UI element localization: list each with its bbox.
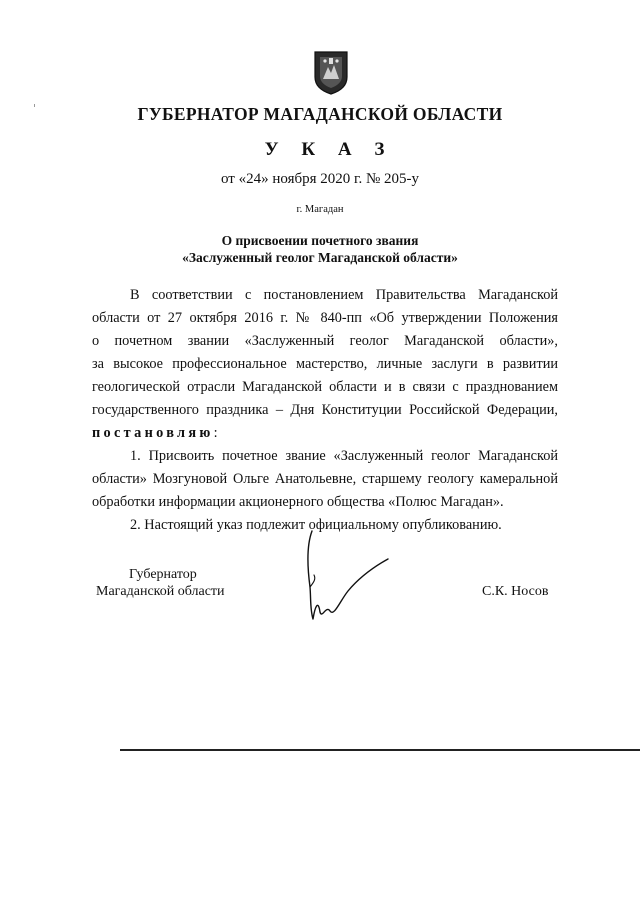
paragraph-line: за высокое профессиональное мастерство, личные заслуги в развитии — [92, 356, 558, 372]
bottom-divider — [120, 749, 640, 751]
subject-line: «Заслуженный геолог Магаданской области» — [182, 250, 458, 265]
decree-keyword-line — [92, 424, 558, 442]
item-line: 1. Присвоить почетное звание «Заслуженный геолог Магаданской — [130, 448, 558, 464]
decree-subject — [0, 232, 640, 266]
paragraph-line: геологической отрасли Магаданской области и в связи с празднованием — [92, 379, 558, 395]
document-type: У К А З — [264, 139, 394, 160]
signatory-position: Магаданской области — [96, 584, 225, 599]
issuing-authority: ГУБЕРНАТОР МАГАДАНСКОЙ ОБЛАСТИ — [137, 104, 503, 124]
handwritten-signature — [296, 527, 406, 627]
paragraph-line: В соответствии с постановлением Правительства Магаданской — [130, 287, 558, 303]
item-line: области» Мозгуновой Ольге Анатольевне, старшему геологу камеральной — [92, 471, 558, 487]
issue-city: г. Магадан — [296, 204, 344, 215]
signatory-name: С.К. Носов — [482, 584, 549, 599]
paragraph-line: о почетном звании «Заслуженный геолог Магаданской области», — [92, 333, 558, 349]
item-line: 2. Настоящий указ подлежит официальному опубликованию. — [130, 517, 502, 533]
paragraph-line: государственного праздника – Дня Конституции Российской Федерации, — [92, 402, 558, 418]
coat-of-arms-emblem — [312, 49, 350, 95]
document-date-number: от «24» ноября 2020 г. № 205-у — [220, 171, 420, 187]
decree-colon: : — [213, 425, 218, 441]
signatory-position: Губернатор — [129, 567, 197, 582]
subject-line: О присвоении почетного звания — [221, 233, 419, 248]
item-line: обработки информации акционерного общества «Полюс Магадан». — [92, 494, 504, 510]
paragraph-line: области от 27 октября 2016 г. № 840-пп «Об утверждении Положения — [92, 310, 558, 326]
decree-keyword: постановляю — [92, 425, 214, 441]
